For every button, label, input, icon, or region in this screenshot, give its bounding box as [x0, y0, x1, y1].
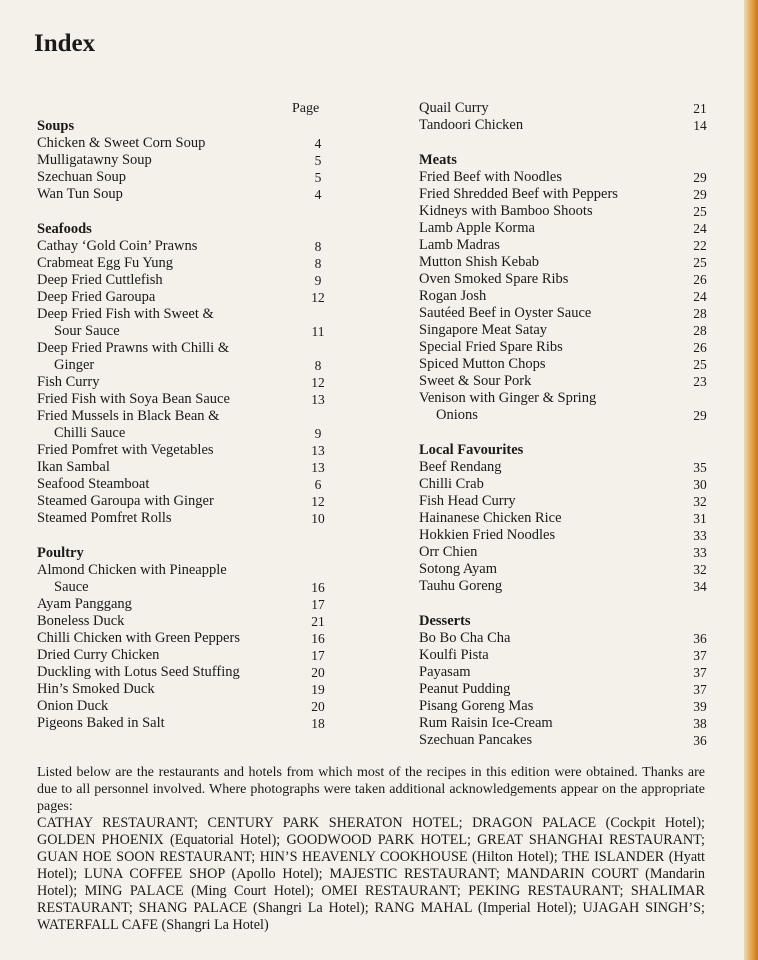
index-entry: [419, 288, 709, 305]
index-entry: [419, 100, 709, 117]
entry-page: 8: [314, 358, 322, 373]
section-spacer: [419, 595, 709, 613]
entry-name: Seafood Steamboat: [37, 476, 150, 492]
entry-page: 37: [693, 648, 707, 663]
entry-page: 32: [693, 562, 707, 577]
entry-name: Wan Tun Soup: [37, 186, 123, 202]
entry-name: Sautéed Beef in Oyster Sauce: [419, 305, 592, 321]
entry-name: Peanut Pudding: [419, 681, 511, 697]
index-entry: [419, 186, 709, 203]
index-entry: [419, 390, 709, 424]
index-entry: [37, 289, 327, 306]
entry-page: 23: [693, 374, 707, 389]
entry-page: 25: [693, 357, 707, 372]
entry-name: Fried Pomfret with Vegetables: [37, 442, 214, 458]
acknowledgements-intro: Listed below are the restaurants and hotels from which most of the recipes in this edition were obtained. Thanks are due to all personnel involved. Where photographs were taken additional acknowledgements appear on the appropriate pages:: [37, 765, 705, 814]
index-entry: [37, 664, 327, 681]
entry-page: 13: [311, 460, 325, 475]
entry-name: Pigeons Baked in Salt: [37, 715, 165, 731]
entry-name: Hokkien Fried Noodles: [419, 527, 556, 543]
index-entry: [37, 340, 327, 374]
index-entry: [419, 220, 709, 237]
entry-page: 12: [311, 375, 325, 390]
entry-page: 32: [693, 494, 707, 509]
entry-page: 31: [693, 511, 707, 526]
entry-name: Tandoori Chicken: [419, 117, 524, 133]
entry-name: Mulligatawny Soup: [37, 152, 152, 168]
index-entry: [37, 442, 327, 459]
section-spacer: [37, 203, 327, 221]
entry-page: 26: [693, 272, 707, 287]
index-entry: [419, 732, 709, 749]
section-spacer: [419, 134, 709, 152]
entry-page: 4: [314, 187, 322, 202]
index-entry: [419, 476, 709, 493]
entry-name: Szechuan Pancakes: [419, 732, 533, 748]
entry-name: Singapore Meat Satay: [419, 322, 548, 338]
entry-name: Duckling with Lotus Seed Stuffing: [37, 664, 240, 680]
index-entry: [37, 238, 327, 255]
entry-name: Cathay ‘Gold Coin’ Prawns: [37, 238, 198, 254]
entry-name: Chicken & Sweet Corn Soup: [37, 135, 206, 151]
index-entry: [37, 135, 327, 152]
index-entry: [419, 630, 709, 647]
entry-page: 9: [314, 426, 322, 441]
index-entry: [37, 493, 327, 510]
entry-page: 30: [693, 477, 707, 492]
entry-name: Deep Fried Fish with Sweet &: [37, 306, 214, 322]
entry-name: Quail Curry: [419, 100, 489, 116]
index-entry: [37, 272, 327, 289]
index-entry: [419, 681, 709, 698]
entry-name: Beef Rendang: [419, 459, 502, 475]
page-title: Index: [34, 30, 96, 57]
index-entry: [37, 562, 327, 596]
index-entry: [419, 527, 709, 544]
index-entry: [419, 544, 709, 561]
entry-page: 17: [311, 597, 325, 612]
entry-page: 29: [693, 170, 707, 185]
entry-page: 14: [693, 118, 707, 133]
entry-page: 29: [693, 187, 707, 202]
index-entry: [419, 664, 709, 681]
index-entry: [37, 255, 327, 272]
entry-page: 11: [311, 324, 325, 339]
entry-name-continued: Chilli Sauce: [54, 425, 126, 441]
index-entry: [419, 169, 709, 186]
entry-name: Chilli Chicken with Green Peppers: [37, 630, 240, 646]
entry-name: Rogan Josh: [419, 288, 487, 304]
restaurant-list: CATHAY RESTAURANT; CENTURY PARK SHERATON HOTEL; DRAGON PALACE (Cockpit Hotel); GOLDEN PHOENIX (Equatorial Hotel); GOODWOOD PARK HOTEL; GREAT SHANGHAI RESTAURANT; GUAN HOE SOON RESTAURANT; HIN’S HEAVENLY COOKHOUSE (Hilton Hotel); THE ISLANDER (Hyatt Hotel); LUNA COFFEE SHOP (Apollo Hotel); MAJESTIC RESTAURANT; MANDARIN COURT (Mandarin Hotel); MING PALACE (Ming Court Hotel); OMEI RESTAURANT; PEKING RESTAURANT; SHALIMAR RESTAURANT; SHANG PALACE (Shangri La Hotel); RANG MAHAL (Imperial Hotel); UJAGAH SINGH’S; WATERFALL CAFE (Shangri La Hotel): [37, 815, 705, 933]
index-entry: [419, 237, 709, 254]
entry-name: Spiced Mutton Chops: [419, 356, 546, 372]
entry-page: 22: [693, 238, 707, 253]
index-entry: [37, 186, 327, 203]
entry-name: Onion Duck: [37, 698, 109, 714]
entry-name: Steamed Pomfret Rolls: [37, 510, 172, 526]
page-column-header: Page: [292, 101, 320, 116]
entry-name: Orr Chien: [419, 544, 478, 560]
entry-page: 37: [693, 665, 707, 680]
index-left-column: [37, 118, 327, 732]
entry-page: 13: [311, 443, 325, 458]
acknowledgements: [37, 764, 705, 934]
entry-name: Lamb Apple Korma: [419, 220, 535, 236]
entry-name: Special Fried Spare Ribs: [419, 339, 563, 355]
entry-page: 33: [693, 528, 707, 543]
entry-page: 29: [693, 408, 707, 423]
section-spacer: [419, 424, 709, 442]
entry-page: 16: [311, 631, 325, 646]
index-entry: [37, 374, 327, 391]
section-heading: Desserts: [419, 613, 471, 629]
entry-page: 19: [311, 682, 325, 697]
entry-page: 5: [314, 170, 322, 185]
entry-name: Crabmeat Egg Fu Yung: [37, 255, 173, 271]
index-entry: [419, 493, 709, 510]
entry-page: 39: [693, 699, 707, 714]
index-entry: [37, 630, 327, 647]
entry-name: Chilli Crab: [419, 476, 484, 492]
entry-name-continued: Sauce: [54, 579, 89, 595]
index-entry: [37, 613, 327, 630]
entry-page: 38: [693, 716, 707, 731]
index-entry: [419, 698, 709, 715]
entry-page: 18: [311, 716, 325, 731]
entry-page: 28: [693, 306, 707, 321]
entry-page: 17: [311, 648, 325, 663]
entry-page: 21: [693, 101, 707, 116]
entry-name: Bo Bo Cha Cha: [419, 630, 511, 646]
entry-page: 37: [693, 682, 707, 697]
entry-name: Fried Shredded Beef with Peppers: [419, 186, 618, 202]
index-entry: [37, 306, 327, 340]
entry-page: 20: [311, 699, 325, 714]
entry-name: Deep Fried Garoupa: [37, 289, 156, 305]
index-entry: [37, 647, 327, 664]
section-heading: Soups: [37, 118, 75, 134]
index-entry: [419, 271, 709, 288]
index-entry: [37, 459, 327, 476]
section-spacer: [37, 527, 327, 545]
entry-name: Fish Curry: [37, 374, 100, 390]
index-entry: [419, 510, 709, 527]
entry-page: 16: [311, 580, 325, 595]
entry-name: Fish Head Curry: [419, 493, 516, 509]
section-heading: Seafoods: [37, 221, 92, 237]
entry-page: 25: [693, 255, 707, 270]
entry-name: Payasam: [419, 664, 471, 680]
section-heading: Poultry: [37, 545, 84, 561]
entry-page: 4: [314, 136, 322, 151]
entry-page: 8: [314, 239, 322, 254]
index-entry: [419, 339, 709, 356]
index-entry: [419, 203, 709, 220]
entry-page: 36: [693, 631, 707, 646]
entry-name: Pisang Goreng Mas: [419, 698, 534, 714]
entry-name: Szechuan Soup: [37, 169, 126, 185]
entry-name: Boneless Duck: [37, 613, 125, 629]
entry-page: 28: [693, 323, 707, 338]
entry-name-continued: Ginger: [54, 357, 95, 373]
entry-name: Fried Beef with Noodles: [419, 169, 562, 185]
section-heading: Local Favourites: [419, 442, 524, 458]
index-entry: [37, 391, 327, 408]
entry-name: Sotong Ayam: [419, 561, 498, 577]
index-entry: [419, 322, 709, 339]
entry-name: Deep Fried Cuttlefish: [37, 272, 163, 288]
index-entry: [37, 698, 327, 715]
entry-name: Koulfi Pista: [419, 647, 489, 663]
index-entry: [419, 647, 709, 664]
entry-page: 6: [314, 477, 322, 492]
entry-page: 34: [693, 579, 707, 594]
entry-name: Venison with Ginger & Spring: [419, 390, 597, 406]
entry-name: Sweet & Sour Pork: [419, 373, 532, 389]
entry-page: 33: [693, 545, 707, 560]
entry-name: Oven Smoked Spare Ribs: [419, 271, 569, 287]
entry-page: 10: [311, 511, 325, 526]
entry-page: 12: [311, 290, 325, 305]
entry-name: Fried Mussels in Black Bean &: [37, 408, 220, 424]
entry-page: 21: [311, 614, 325, 629]
index-entry: [37, 152, 327, 169]
index-entry: [37, 169, 327, 186]
index-entry: [419, 459, 709, 476]
entry-name: Fried Fish with Soya Bean Sauce: [37, 391, 230, 407]
entry-name: Deep Fried Prawns with Chilli &: [37, 340, 230, 356]
entry-page: 9: [314, 273, 322, 288]
entry-name: Kidneys with Bamboo Shoots: [419, 203, 593, 219]
entry-page: 20: [311, 665, 325, 680]
index-entry: [37, 476, 327, 493]
page-edge: [744, 0, 758, 960]
entry-page: 24: [693, 289, 707, 304]
index-entry: [419, 356, 709, 373]
entry-page: 35: [693, 460, 707, 475]
entry-page: 36: [693, 733, 707, 748]
section-heading: Meats: [419, 152, 457, 168]
entry-name: Lamb Madras: [419, 237, 500, 253]
entry-page: 5: [314, 153, 322, 168]
index-entry: [419, 373, 709, 390]
entry-name: Hin’s Smoked Duck: [37, 681, 155, 697]
index-entry: [419, 117, 709, 134]
index-entry: [419, 305, 709, 322]
entry-page: 13: [311, 392, 325, 407]
index-entry: [37, 408, 327, 442]
entry-name: Almond Chicken with Pineapple: [37, 562, 227, 578]
entry-name-continued: Sour Sauce: [54, 323, 120, 339]
entry-name: Steamed Garoupa with Ginger: [37, 493, 214, 509]
index-entry: [37, 510, 327, 527]
entry-name: Ikan Sambal: [37, 459, 110, 475]
index-entry: [419, 561, 709, 578]
entry-page: 8: [314, 256, 322, 271]
index-entry: [419, 715, 709, 732]
index-entry: [37, 681, 327, 698]
entry-page: 24: [693, 221, 707, 236]
entry-name: Hainanese Chicken Rice: [419, 510, 562, 526]
entry-name: Ayam Panggang: [37, 596, 132, 612]
entry-page: 25: [693, 204, 707, 219]
index-entry: [419, 254, 709, 271]
entry-page: 12: [311, 494, 325, 509]
entry-page: 26: [693, 340, 707, 355]
entry-name: Dried Curry Chicken: [37, 647, 160, 663]
entry-name-continued: Onions: [436, 407, 478, 423]
index-right-column: [419, 100, 709, 749]
entry-name: Rum Raisin Ice-Cream: [419, 715, 553, 731]
entry-name: Tauhu Goreng: [419, 578, 503, 594]
index-entry: [37, 715, 327, 732]
index-entry: [419, 578, 709, 595]
entry-name: Mutton Shish Kebab: [419, 254, 540, 270]
index-entry: [37, 596, 327, 613]
